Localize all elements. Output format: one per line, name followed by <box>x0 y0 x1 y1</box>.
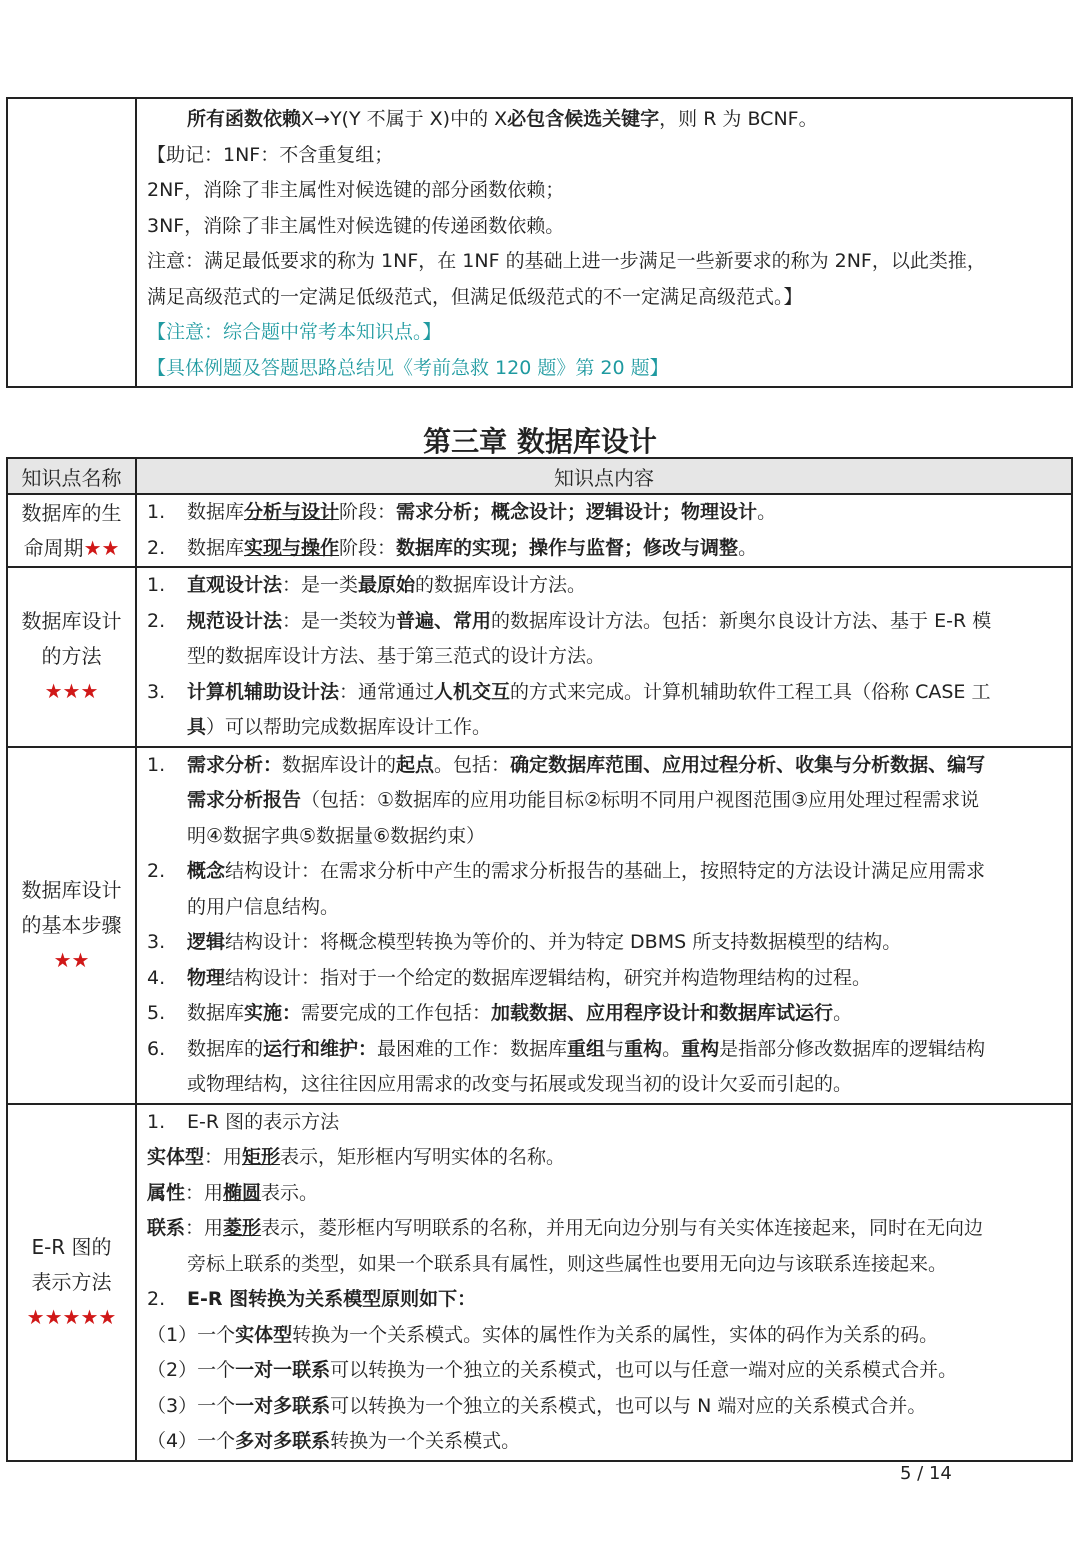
continuation-table <box>6 97 1073 388</box>
table-row <box>7 747 1072 1104</box>
star-icon: ★★ <box>53 947 90 972</box>
note-line-2: 满足高级范式的一定满足低级范式，但满足低级范式的不一定满足高级范式。】 <box>147 285 803 308</box>
note-line: 注意：满足最低要求的称为 1NF，在 1NF 的基础上进一步满足一些新要求的称为 2NF，以此类推， <box>147 250 986 272</box>
row-name: 数据库的生 命周期★★ <box>7 494 136 567</box>
row-content: 1. 需求分析：数据库设计的起点。包括：确定数据库范围、应用过程分析、收集与分析数据、编写 需求分析报告（包括：①数据库的应用功能目标②标明不同用户视图范围③应用处理过程需求说 明④数据字典⑤数据量⑥数据约束） 2. 概念结构设计：在需求分析中产生的需求分析报告的基础上，按照特定的方法设计满足应用需求 的用户信息结构。 3. 逻辑结构设计：将概念模型转换为等价的、并为特定 DBMS 所支持数据模型的结构。 4. 物理结构设计：指对于一个给定的数据库逻辑结构，研究并构造物理结构的过程。 5. 数据库实施：需要完成的工作包括：加载数据、应用程序设计和数据库试运行。 6. 数据库的运行和维护：最困难的工作：数据库重组与重构。重构是指部分修改数据库的逻辑结构 或物理结构，这往往因应用需求的改变与拓展或发现当初的设计欠妥而引起的。 <box>136 747 1072 1104</box>
row-name: 数据库设计 的方法 ★★★ <box>7 567 136 747</box>
table-row <box>7 1104 1072 1461</box>
example-ref: 【具体例题及答题思路总结见《考前急救 120 题》第 20 题】 <box>147 356 669 379</box>
table-row <box>7 567 1072 747</box>
star-icon: ★★★ <box>44 679 99 704</box>
row-content: 1. 数据库分析与设计阶段：需求分析；概念设计；逻辑设计；物理设计。 2. 数据库实现与操作阶段：数据库的实现；操作与监督；修改与调整。 <box>136 494 1072 567</box>
bcnf-line: 所有函数依赖X→Y(Y 不属于 X)中的 X必包含候选关键字，则 R 为 BCNF。 <box>187 108 818 130</box>
exam-note: 【注意：综合题中常考本知识点。】 <box>147 321 442 343</box>
content-cell <box>136 98 1072 387</box>
header-content: 知识点内容 <box>136 458 1072 494</box>
row-content: 1. E-R 图的表示方法 实体型：用矩形表示，矩形框内写明实体的名称。 属性：用椭圆表示。 联系：用菱形表示，菱形框内写明联系的名称，并用无向边分别与有关实体连接起来，同时在无向边 旁标上联系的类型，如果一个联系具有属性，则这些属性也要用无向边与该联系连接起来。 2. E-R 图转换为关系模型原则如下： （1）一个实体型转换为一个关系模式。实体的属性作为关系的属性，实体的码作为关系的码。 （2）一个一对一联系可以转换为一个独立的关系模式，也可以与任意一端对应的关系模式合并。 （3）一个一对多联系可以转换为一个独立的关系模式，也可以与 N 端对应的关系模式合并。 （4）一个多对多联系转换为一个关系模式。 <box>136 1104 1072 1461</box>
table-row <box>7 494 1072 567</box>
2nf-line: 2NF，消除了非主属性对候选键的部分函数依赖； <box>147 179 565 201</box>
3nf-line: 3NF，消除了非主属性对候选键的传递函数依赖。 <box>147 214 565 237</box>
empty-name-cell <box>7 98 136 387</box>
page-number: 5 / 14 <box>900 1463 952 1484</box>
row-name: E-R 图的 表示方法 ★★★★★ <box>7 1104 136 1461</box>
header-name: 知识点名称 <box>7 458 136 494</box>
row-name: 数据库设计 的基本步骤 ★★ <box>7 747 136 1104</box>
star-icon: ★★ <box>83 535 120 560</box>
table-header <box>7 458 1072 494</box>
star-icon: ★★★★★ <box>26 1304 117 1329</box>
knowledge-table <box>6 457 1073 1462</box>
mnemonic-line: 【助记：1NF：不含重复组； <box>147 143 394 166</box>
row-content: 1. 直观设计法：是一类最原始的数据库设计方法。 2. 规范设计法：是一类较为普遍、常用的数据库设计方法。包括：新奥尔良设计方法、基于 E-R 模 型的数据库设计方法、基于第三范式的设计方法。 3. 计算机辅助设计法：通常通过人机交互的方式来完成。计算机辅助软件工程工具（俗称 CASE 工 具）可以帮助完成数据库设计工作。 <box>136 567 1072 747</box>
chapter-title: 第三章 数据库设计 <box>423 425 657 458</box>
